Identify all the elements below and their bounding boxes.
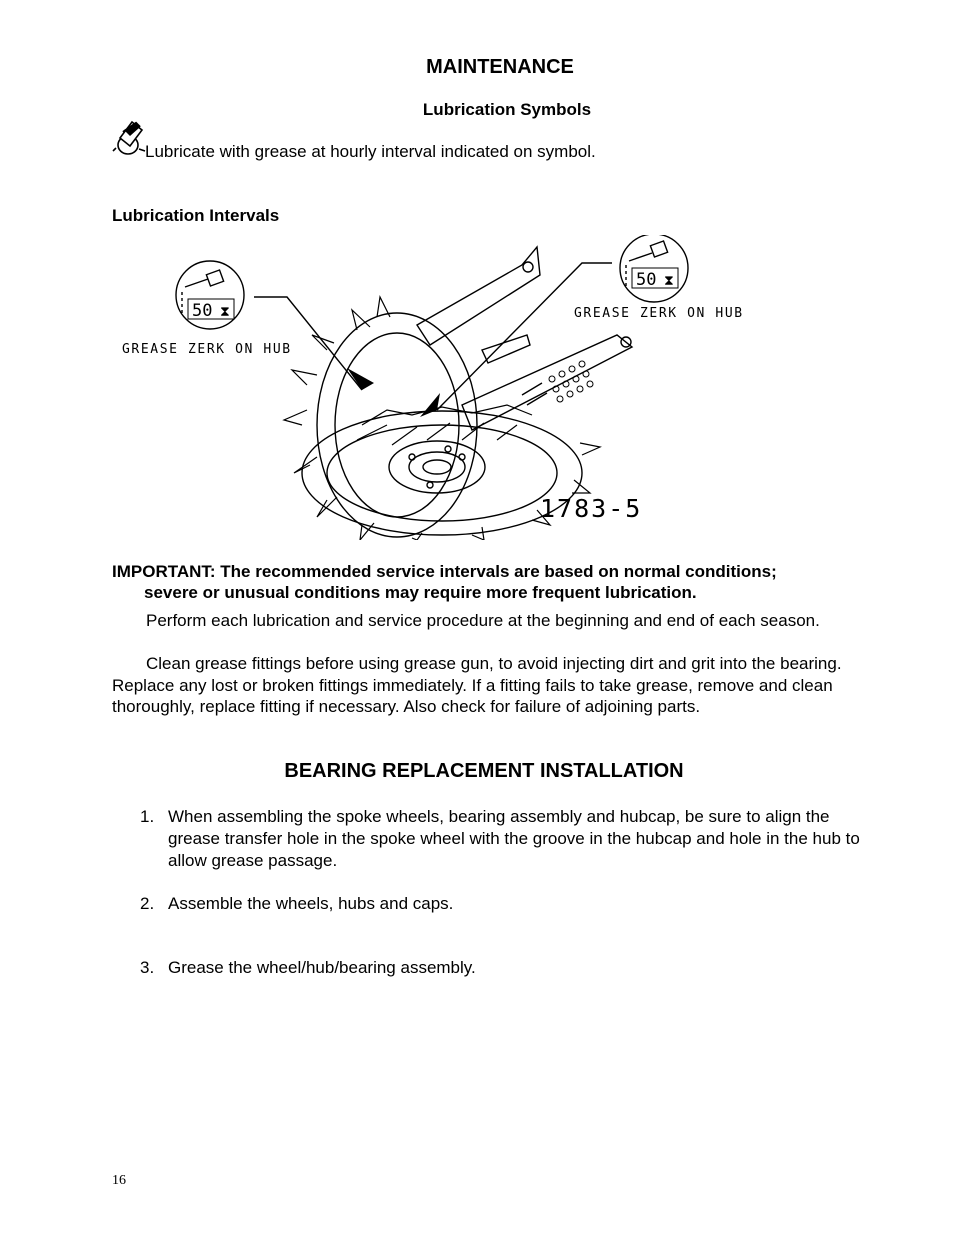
lubrication-symbols-heading: Lubrication Symbols — [422, 100, 592, 119]
list-item — [140, 893, 860, 915]
lubrication-symbol-row — [112, 118, 872, 162]
figure-id: 1783-5 — [540, 494, 643, 523]
list-item — [140, 806, 860, 872]
list-item-text: When assembling the spoke wheels, bearing assembly and hubcap, be sure to align the grease transfer hole in the spoke wheel with the groove in the hubcap and hole in the hub to allow grease passage. — [168, 807, 860, 870]
list-item-number: 3. — [140, 958, 155, 977]
list-item-number: 2. — [140, 894, 155, 913]
lower-arm — [462, 335, 632, 430]
grease-gun-icon — [112, 118, 148, 160]
paragraph-grease-fittings: Clean grease fittings before using grease gun, to avoid injecting dirt and grit into the bearing. Replace any lost or broken fittings immediately. If a fitting fails to take grease, remove and clean thoroughly, replace fitting if necessary. Also check for failure of adjoining parts. — [112, 654, 842, 716]
bearing-section-heading: BEARING REPLACEMENT INSTALLATION — [284, 760, 684, 782]
page-number: 16 — [112, 1173, 126, 1188]
lubrication-symbol-description: Lubricate with grease at hourly interval indicated on symbol. — [145, 142, 596, 161]
important-line-2: severe or unusual conditions may require more frequent lubrication. — [144, 583, 697, 602]
paragraph-service-procedure: Perform each lubrication and service procedure at the beginning and end of each season. — [146, 611, 820, 630]
lubrication-intervals-heading: Lubrication Intervals — [112, 206, 280, 225]
svg-text:⧗: ⧗ — [220, 304, 230, 320]
list-item — [140, 957, 860, 979]
wheel-assembly-figure — [112, 235, 752, 540]
left-callout-label: GREASE ZERK ON HUB — [122, 342, 292, 357]
right-callout-hours: 50 — [636, 270, 657, 290]
upper-arm — [417, 247, 540, 345]
left-arrow — [347, 368, 374, 390]
list-item-text: Grease the wheel/hub/bearing assembly. — [168, 958, 476, 977]
svg-text:⧗: ⧗ — [664, 273, 674, 289]
right-arrow — [420, 393, 440, 417]
list-item-text: Assemble the wheels, hubs and caps. — [168, 894, 454, 913]
list-item-number: 1. — [140, 807, 155, 826]
page-title: MAINTENANCE — [426, 56, 574, 78]
left-callout-hours: 50 — [192, 301, 213, 321]
important-notice — [112, 561, 872, 603]
important-line-1: IMPORTANT: The recommended service intervals are based on normal conditions; — [112, 562, 777, 581]
right-callout-label: GREASE ZERK ON HUB — [574, 306, 744, 321]
